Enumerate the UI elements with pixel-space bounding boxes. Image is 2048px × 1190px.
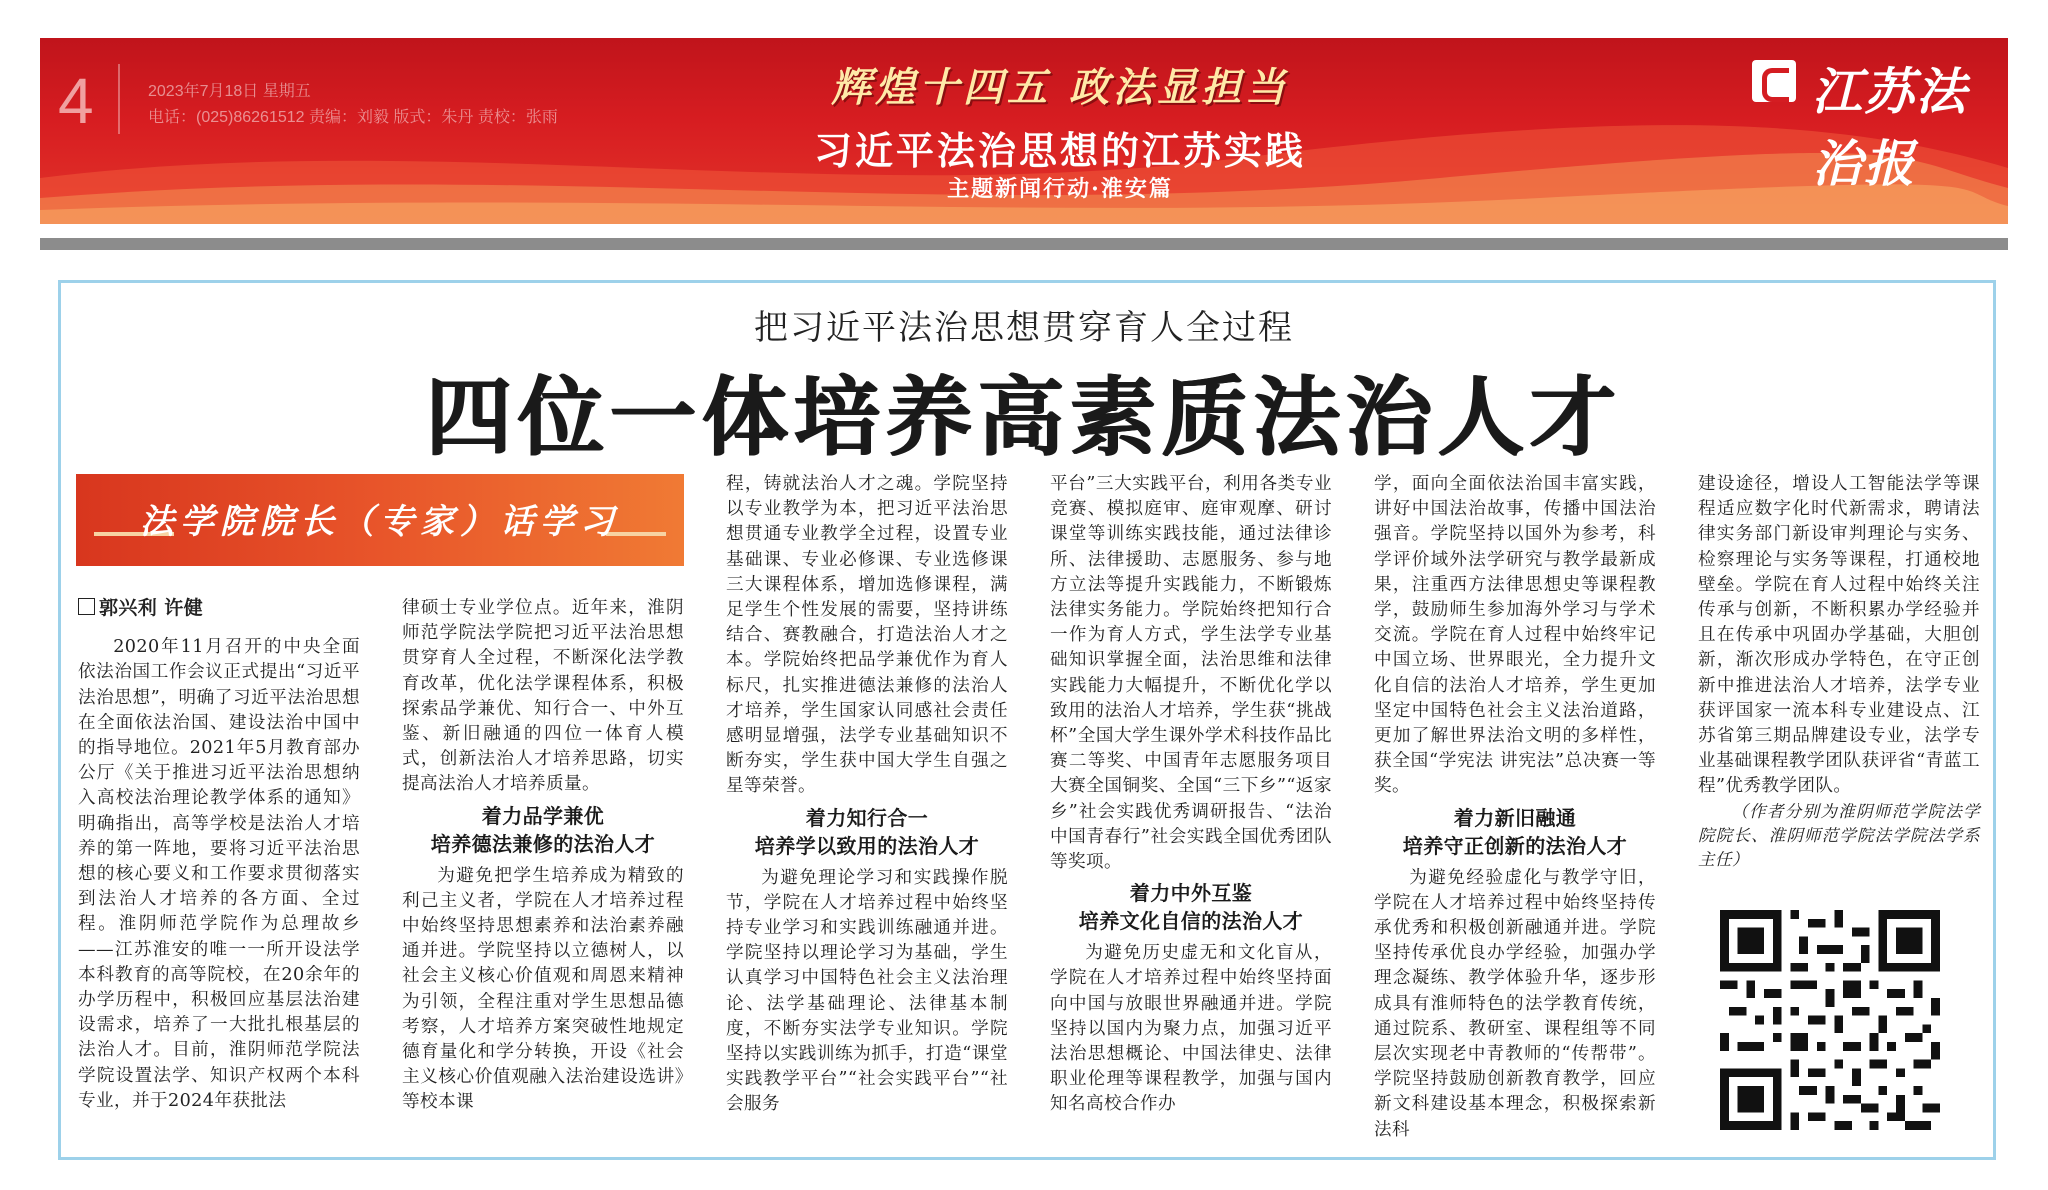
paragraph: 为避免经验虚化与教学守旧，学院在人才培养过程中始终坚持传承优秀和积极创新融通并进。学院坚持传承优良办学经验，加强办学理念凝练、教学体验升华，逐步形成具有淮师特色的法学教育传统，通过院系、教研室、课程组等不同层次实现老中青教师的“传帮带”。学院坚持鼓励创新教育教学，回应新文科建设基本理念，积极探索新法科	[1374, 867, 1656, 1140]
text-column-4	[1050, 472, 1332, 1118]
page-number: 4	[58, 65, 94, 137]
masthead-banner	[40, 38, 2008, 224]
paragraph: 为避免理论学习和实践操作脱节，学院在人才培养过程中始终坚持专业学习和实践训练融通并进。学院坚持以理论学习为基础，学生认真学习中国特色社会主义法治理论、法学基础理论、法律基本制度，不断夯实法学专业知识。学院坚持以实践训练为抓手，打造“课堂实践教学平台”“社会实践平台”“社会服务	[726, 867, 1008, 1115]
paragraph: 学，面向全面依法治国丰富实践，讲好中国法治故事，传播中国法治强音。学院坚持以国外为参考，科学评价域外法学研究与教学最新成果，注重西方法律思想史等课程教学，鼓励师生参加海外学习与学术交流。学院在育人过程中始终牢记中国立场、世界眼光，全力提升文化自信的法治人才培养，学生更加坚定中国特色社会主义法治道路，更加了解世界法治文明的多样性，获全国“学宪法 讲宪法”总决赛一等奖。	[1374, 474, 1656, 797]
author-note: （作者分别为淮阴师范学院法学院院长、淮阴师范学院法学院法学系主任）	[1698, 801, 1980, 869]
subhead-line-1: 着力中外互鉴	[1129, 881, 1253, 906]
byline	[78, 596, 360, 621]
text-column-3	[726, 472, 1008, 1118]
column-tag	[76, 474, 684, 566]
paragraph: 律硕士专业学位点。近年来，淮阴师范学院法学院把习近平法治思想贯穿育人全过程，不断深化法学教育改革，优化法学课程体系，积极探索品学兼优、知行合一、中外互鉴、新旧融通的四位一体育人模式，创新法治人才培养思路，切实提高法治人才培养质量。	[402, 598, 684, 795]
section-subhead	[402, 802, 684, 858]
date-line: 2023年7月18日 星期五	[148, 83, 311, 100]
subhead-line-2: 培养守正创新的法治人才	[1402, 833, 1628, 858]
subhead-line-2: 培养文化自信的法治人才	[1078, 909, 1304, 934]
paragraph: 2020年11月召开的中央全面依法治国工作会议正式提出“习近平法治思想”，明确了习近平法治思想在全面依法治国、建设法治中国中的指导地位。2021年5月教育部办公厅《关于推进习近平法治思想纳入高校法治理论教学体系的通知》明确指出，高等学校是法治人才培养的第一阵地，要将习近平法治思想的核心要义和工作要求贯彻落实到法治人才培养的各方面、全过程。淮阴师范学院作为总理故乡——江苏淮安的唯一一所开设法学本科教育的高等院校，在20余年的办学历程中，积极回应基层法治建设需求，培养了一大批扎根基层的法治人才。目前，淮阴师范学院法学院设置法学、知识产权两个本科专业，并于2024年获批法	[78, 637, 360, 1111]
article-headline: 四位一体培养高素质法治人才	[426, 367, 1622, 468]
text-column-6	[1698, 472, 1980, 872]
subhead-line-1: 着力新旧融通	[1453, 805, 1577, 830]
text-column-1	[78, 596, 360, 1114]
qr-code	[1720, 910, 1940, 1130]
section-subhead	[726, 804, 1008, 860]
header-divider	[40, 238, 2008, 250]
article-kicker: 把习近平法治思想贯穿育人全过程	[754, 308, 1294, 348]
banner-subtitle: 主题新闻行动·淮安篇	[947, 176, 1173, 202]
banner-title: 习近平法治思想的江苏实践	[813, 128, 1306, 173]
subhead-line-2: 培养德法兼修的法治人才	[430, 831, 656, 856]
text-column-5	[1374, 472, 1656, 1143]
editor-line: 电话：(025)86261512 责编：刘毅 版式：朱丹 责校：张雨	[148, 109, 558, 126]
text-column-2	[402, 596, 684, 1116]
paragraph: 为避免历史虚无和文化盲从，学院在人才培养过程中始终坚持面向中国与放眼世界融通并进。学院坚持以国内为聚力点，加强习近平法治思想概论、中国法律史、法律职业伦理等课程教学，加强与国内知名高校合作办	[1050, 943, 1332, 1115]
author-names: 郭兴利 许健	[99, 597, 204, 619]
subhead-line-2: 培养学以致用的法治人才	[754, 833, 980, 858]
section-subhead	[1374, 804, 1656, 860]
newspaper-logo-icon	[1752, 60, 1796, 102]
paragraph: 建设途径，增设人工智能法学等课程适应数字化时代新需求，聘请法律实务部门新设审判理论与实务、检察理论与实务等课程，打通校地壁垒。学院在育人过程中始终关注传承与创新，不断积累办学经验并且在传承中巩固办学基础，大胆创新，渐次形成办学特色，在守正创新中推进法治人才培养，法学专业获评国家一流本科专业建设点、江苏省第三期品牌建设专业，法学专业基础课程教学团队获评省“青蓝工程”优秀教学团队。	[1698, 474, 1980, 797]
byline-box-icon	[78, 598, 95, 615]
subhead-line-1: 着力品学兼优	[481, 803, 605, 828]
column-tag-label: 法学院院长（专家）话学习	[140, 502, 620, 542]
newspaper-name: 江苏法治报	[1812, 62, 1968, 193]
banner-slogan: 辉煌十四五 政法显担当	[831, 64, 1289, 111]
paragraph: 平台”三大实践平台，利用各类专业竞赛、模拟庭审、庭审观摩、研讨课堂等训练实践技能，通过法律诊所、法律援助、志愿服务、参与地方立法等提升实践能力，不断锻炼法律实务能力。学院始终把知行合一作为育人方式，学生法学专业基础知识掌握全面，法治思维和法律实践能力大幅提升，不断优化学以致用的法治人才培养，学生获“挑战杯”全国大学生课外学术科技作品比赛二等奖、中国青年志愿服务项目大赛全国铜奖、全国“三下乡”“返家乡”社会实践优秀调研报告、“法治中国青春行”社会实践全国优秀团队等奖项。	[1050, 474, 1332, 873]
page-number-divider	[118, 64, 120, 134]
paragraph: 为避免把学生培养成为精致的利己主义者，学院在人才培养过程中始终坚持思想素养和法治素养融通并进。学院坚持以立德树人，以社会主义核心价值观和周恩来精神为引领，全程注重对学生思想品德考察，人才培养方案突破性地规定德育量化和学分转换，开设《社会主义核心价值观融入法治建设选讲》等校本课	[402, 865, 684, 1113]
section-subhead	[1050, 879, 1332, 935]
paragraph: 程，铸就法治人才之魂。学院坚持以专业教学为本，把习近平法治思想贯通专业教学全过程，设置专业基础课、专业必修课、专业选修课三大课程体系，增加选修课程，满足学生个性发展的需要，坚持讲练结合、赛教融合，打造法治人才之本。学院始终把品学兼优作为育人标尺，扎实推进德法兼修的法治人才培养，学生国家认同感社会责任感明显增强，法学专业基础知识不断夯实，学生获中国大学生自强之星等荣誉。	[726, 474, 1008, 797]
subhead-line-1: 着力知行合一	[805, 805, 929, 830]
